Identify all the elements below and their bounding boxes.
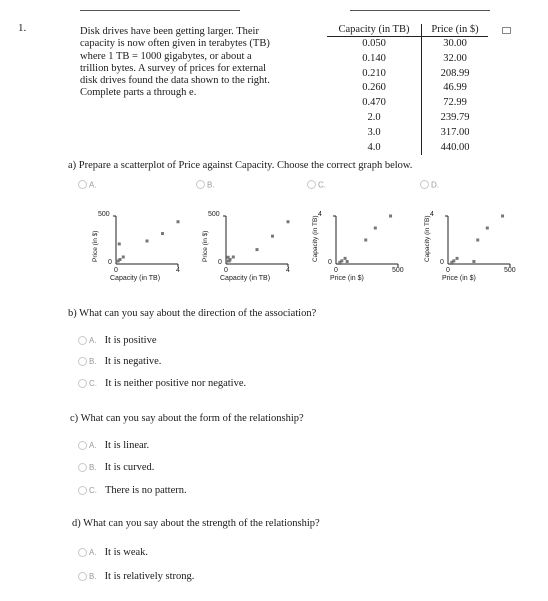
capacity-cell: 0.470 <box>327 96 422 111</box>
price-cell: 239.79 <box>440 111 470 123</box>
problem-intro <box>80 26 320 100</box>
choice-letter: B. <box>207 180 215 190</box>
price-cell: 30.00 <box>443 38 467 49</box>
radio-button[interactable] <box>78 379 87 388</box>
data-point <box>364 239 367 242</box>
price-cell: 72.99 <box>443 97 467 109</box>
intro-line: capacity is now often given in terabytes (TB) <box>80 38 270 50</box>
data-point <box>146 239 149 242</box>
x-left-tick-label: 0 <box>114 267 118 274</box>
data-point <box>229 258 232 261</box>
data-point <box>486 227 489 230</box>
plot-canvas <box>202 206 312 296</box>
data-point <box>161 232 164 235</box>
data-point <box>374 227 377 230</box>
y-top-tick-label: 4 <box>430 211 434 218</box>
y-top-tick-label: 500 <box>98 211 110 218</box>
choice-letter: C. <box>318 180 326 190</box>
table-header-row <box>327 24 488 37</box>
data-point <box>256 248 259 251</box>
data-point <box>340 259 343 262</box>
data-point <box>389 215 392 218</box>
y-axis-label: Price (in $) <box>202 230 209 262</box>
radio-button[interactable] <box>196 180 205 189</box>
capacity-cell: 0.140 <box>327 52 422 67</box>
option-c-b[interactable] <box>78 462 154 473</box>
option-letter: C. <box>89 379 97 389</box>
option-text: It is negative. <box>104 356 162 367</box>
option-text: It is linear. <box>104 440 150 451</box>
plot-canvas <box>312 206 422 296</box>
data-point <box>456 257 459 260</box>
scatterplot-b <box>202 206 312 296</box>
intro-line: Complete parts a through e. <box>80 87 197 99</box>
data-point <box>177 220 180 223</box>
part-a-question: a) Prepare a scatterplot of Price against Capacity. Choose the correct graph below. <box>68 160 413 171</box>
price-cell: 208.99 <box>440 67 470 79</box>
data-point <box>346 260 349 263</box>
option-text: There is no pattern. <box>105 485 187 496</box>
data-point <box>122 255 125 258</box>
option-letter: C. <box>89 486 97 496</box>
x-axis-label: Capacity (in TB) <box>220 275 271 282</box>
scatterplot-d <box>424 206 534 296</box>
x-axis-label: Price (in $) <box>330 275 364 282</box>
table-row <box>327 96 488 111</box>
x-left-tick-label: 0 <box>334 267 338 274</box>
radio-button[interactable] <box>78 336 87 345</box>
capacity-cell: 4.0 <box>327 141 422 156</box>
data-point <box>344 257 347 260</box>
capacity-cell: 2.0 <box>327 111 422 126</box>
table-row <box>327 67 488 82</box>
table-row <box>327 126 488 141</box>
problem-number: 1. <box>18 22 27 34</box>
part-c-question: c) What can you say about the form of the relationship? <box>70 413 304 424</box>
x-right-tick-label: 500 <box>392 267 404 274</box>
price-cell: 32.00 <box>443 52 467 64</box>
data-point <box>118 242 121 245</box>
option-d-a[interactable] <box>78 547 148 558</box>
option-letter: B. <box>89 357 97 367</box>
column-header-price: Price (in $) <box>422 24 489 37</box>
intro-line: disk drives found the data shown to the right. <box>80 75 270 87</box>
radio-button[interactable] <box>78 572 87 581</box>
data-table <box>327 24 488 155</box>
y-top-tick-label: 500 <box>208 211 220 218</box>
option-letter: A. <box>89 336 97 346</box>
intro-line: Disk drives have been getting larger. Their <box>80 26 259 37</box>
radio-button[interactable] <box>78 180 87 189</box>
price-cell: 440.00 <box>440 141 470 153</box>
data-point <box>472 260 475 263</box>
data-point <box>501 215 504 218</box>
y-axis-label: Price (in $) <box>92 230 99 262</box>
table-row <box>327 111 488 126</box>
option-text: It is curved. <box>104 462 155 473</box>
x-right-tick-label: 4 <box>286 267 290 274</box>
x-right-tick-label: 500 <box>504 267 516 274</box>
radio-button[interactable] <box>78 357 87 366</box>
x-axis-label: Capacity (in TB) <box>110 275 161 282</box>
table-row <box>327 81 488 96</box>
y-bottom-tick-label: 0 <box>440 259 444 266</box>
x-right-tick-label: 4 <box>176 267 180 274</box>
column-header-capacity: Capacity (in TB) <box>327 24 422 37</box>
price-cell: 317.00 <box>440 126 470 138</box>
option-letter: A. <box>89 548 97 558</box>
option-d-b[interactable] <box>78 571 194 582</box>
plot-canvas <box>92 206 202 296</box>
y-axis-label: Capacity (in TB) <box>424 215 431 262</box>
table-row <box>327 52 488 67</box>
radio-button[interactable] <box>78 486 87 495</box>
x-axis-label: Price (in $) <box>442 275 476 282</box>
y-axis-label: Capacity (in TB) <box>312 215 319 262</box>
option-letter: A. <box>89 441 97 451</box>
option-letter: B. <box>89 463 97 473</box>
option-b-a[interactable] <box>78 335 156 346</box>
radio-button[interactable] <box>78 548 87 557</box>
data-point <box>287 220 290 223</box>
option-text: It is neither positive nor negative. <box>105 378 247 389</box>
capacity-cell: 0.210 <box>327 67 422 82</box>
y-bottom-tick-label: 0 <box>218 259 222 266</box>
option-c-a[interactable] <box>78 440 149 451</box>
table-row <box>327 37 488 52</box>
graph-choice-a[interactable] <box>78 179 97 189</box>
scatterplot-c <box>312 206 422 296</box>
y-bottom-tick-label: 0 <box>328 259 332 266</box>
y-bottom-tick-label: 0 <box>108 259 112 266</box>
part-b-question: b) What can you say about the direction of the association? <box>68 308 317 319</box>
top-rule-right <box>350 10 490 11</box>
x-left-tick-label: 0 <box>446 267 450 274</box>
choice-letter: D. <box>431 180 439 190</box>
top-rule-left <box>80 10 240 11</box>
radio-button[interactable] <box>78 441 87 450</box>
intro-line: where 1 TB = 1000 gigabytes, or about a <box>80 50 252 62</box>
option-b-b[interactable] <box>78 356 161 367</box>
graph-choice-d[interactable] <box>420 179 439 189</box>
table-row <box>327 141 488 156</box>
option-text: It is weak. <box>104 547 149 558</box>
data-point <box>119 258 122 261</box>
choice-letter: A. <box>89 180 97 190</box>
intro-line: trillion bytes. A survey of prices for external <box>80 62 267 74</box>
price-cell: 46.99 <box>443 82 467 94</box>
capacity-cell: 3.0 <box>327 126 422 141</box>
option-letter: B. <box>89 572 97 582</box>
copy-data-icon[interactable] <box>502 27 511 34</box>
part-d-question: d) What can you say about the strength of the relationship? <box>72 518 320 529</box>
capacity-cell: 0.050 <box>327 37 422 52</box>
data-point <box>271 235 274 238</box>
y-top-tick-label: 4 <box>318 211 322 218</box>
capacity-cell: 0.260 <box>327 81 422 96</box>
option-text: It is positive <box>104 335 157 346</box>
option-c-c[interactable] <box>78 485 187 496</box>
option-b-c[interactable] <box>78 378 246 389</box>
plot-canvas <box>424 206 534 296</box>
data-point <box>476 239 479 242</box>
graph-choice-b[interactable] <box>196 179 215 189</box>
data-point <box>452 259 455 262</box>
graph-choice-c[interactable] <box>307 179 326 189</box>
scatterplot-a <box>92 206 202 296</box>
radio-button[interactable] <box>78 463 87 472</box>
x-left-tick-label: 0 <box>224 267 228 274</box>
radio-button[interactable] <box>420 180 429 189</box>
data-point <box>232 255 235 258</box>
option-text: It is relatively strong. <box>104 571 195 582</box>
radio-button[interactable] <box>307 180 316 189</box>
